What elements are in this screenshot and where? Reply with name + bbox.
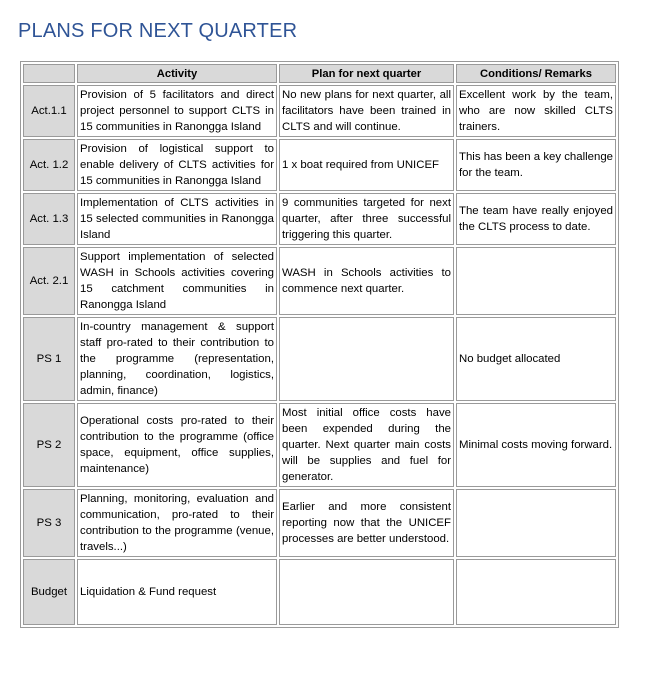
plan-cell: 9 communities targeted for next quarter, after three successful triggering this quarter.: [279, 193, 454, 245]
plan-cell: Earlier and more consistent reporting now that the UNICEF processes are better understood.: [279, 489, 454, 557]
table-row: [23, 193, 616, 245]
activity-cell: Planning, monitoring, evaluation and communication, pro-rated to their contribution to the programme (venue, travels...): [77, 489, 277, 557]
row-id: PS 1: [23, 317, 75, 401]
table-row: [23, 85, 616, 137]
activity-cell: Provision of logistical support to enable delivery of CLTS activities for 15 communities in Ranongga Island: [77, 139, 277, 191]
table-row: [23, 317, 616, 401]
activity-cell: Support implementation of selected WASH in Schools activities covering 15 catchment communities in Ranongga Island: [77, 247, 277, 315]
plan-cell: 1 x boat required from UNICEF: [279, 139, 454, 191]
page-title: PLANS FOR NEXT QUARTER: [18, 20, 298, 42]
plans-table: [20, 61, 619, 628]
row-id: Act.1.1: [23, 85, 75, 137]
table-row: [23, 489, 616, 557]
table-row: [23, 247, 616, 315]
remarks-cell: The team have really enjoyed the CLTS process to date.: [456, 193, 616, 245]
plan-cell: WASH in Schools activities to commence next quarter.: [279, 247, 454, 315]
table-row: [23, 403, 616, 487]
remarks-cell: No budget allocated: [456, 317, 616, 401]
row-id: PS 3: [23, 489, 75, 557]
plan-cell: No new plans for next quarter, all facilitators have been trained in CLTS and will continue.: [279, 85, 454, 137]
remarks-cell: Minimal costs moving forward.: [456, 403, 616, 487]
remarks-cell: This has been a key challenge for the team.: [456, 139, 616, 191]
plan-cell: Most initial office costs have been expended during the quarter. Next quarter main costs will be supplies and fuel for generator.: [279, 403, 454, 487]
table-row: [23, 559, 616, 625]
header-plan: Plan for next quarter: [279, 64, 454, 83]
activity-cell: Liquidation & Fund request: [77, 559, 277, 625]
table-header-row: [23, 64, 616, 83]
row-id: Budget: [23, 559, 75, 625]
activity-cell: Operational costs pro-rated to their contribution to the programme (office space, equipment, office supplies, maintenance): [77, 403, 277, 487]
remarks-cell: Excellent work by the team, who are now skilled CLTS trainers.: [456, 85, 616, 137]
row-id: Act. 2.1: [23, 247, 75, 315]
remarks-cell: [456, 247, 616, 315]
row-id: Act. 1.2: [23, 139, 75, 191]
plan-cell: [279, 317, 454, 401]
row-id: PS 2: [23, 403, 75, 487]
remarks-cell: [456, 489, 616, 557]
activity-cell: In-country management & support staff pro-rated to their contribution to the programme (representation, planning, coordination, logistics, admin, finance): [77, 317, 277, 401]
header-remarks: Conditions/ Remarks: [456, 64, 616, 83]
header-corner-cell: [23, 64, 75, 83]
header-activity: Activity: [77, 64, 277, 83]
plan-cell: [279, 559, 454, 625]
activity-cell: Provision of 5 facilitators and direct project personnel to support CLTS in 15 communities in Ranongga Island: [77, 85, 277, 137]
table-row: [23, 139, 616, 191]
activity-cell: Implementation of CLTS activities in 15 selected communities in Ranongga Island: [77, 193, 277, 245]
row-id: Act. 1.3: [23, 193, 75, 245]
remarks-cell: [456, 559, 616, 625]
